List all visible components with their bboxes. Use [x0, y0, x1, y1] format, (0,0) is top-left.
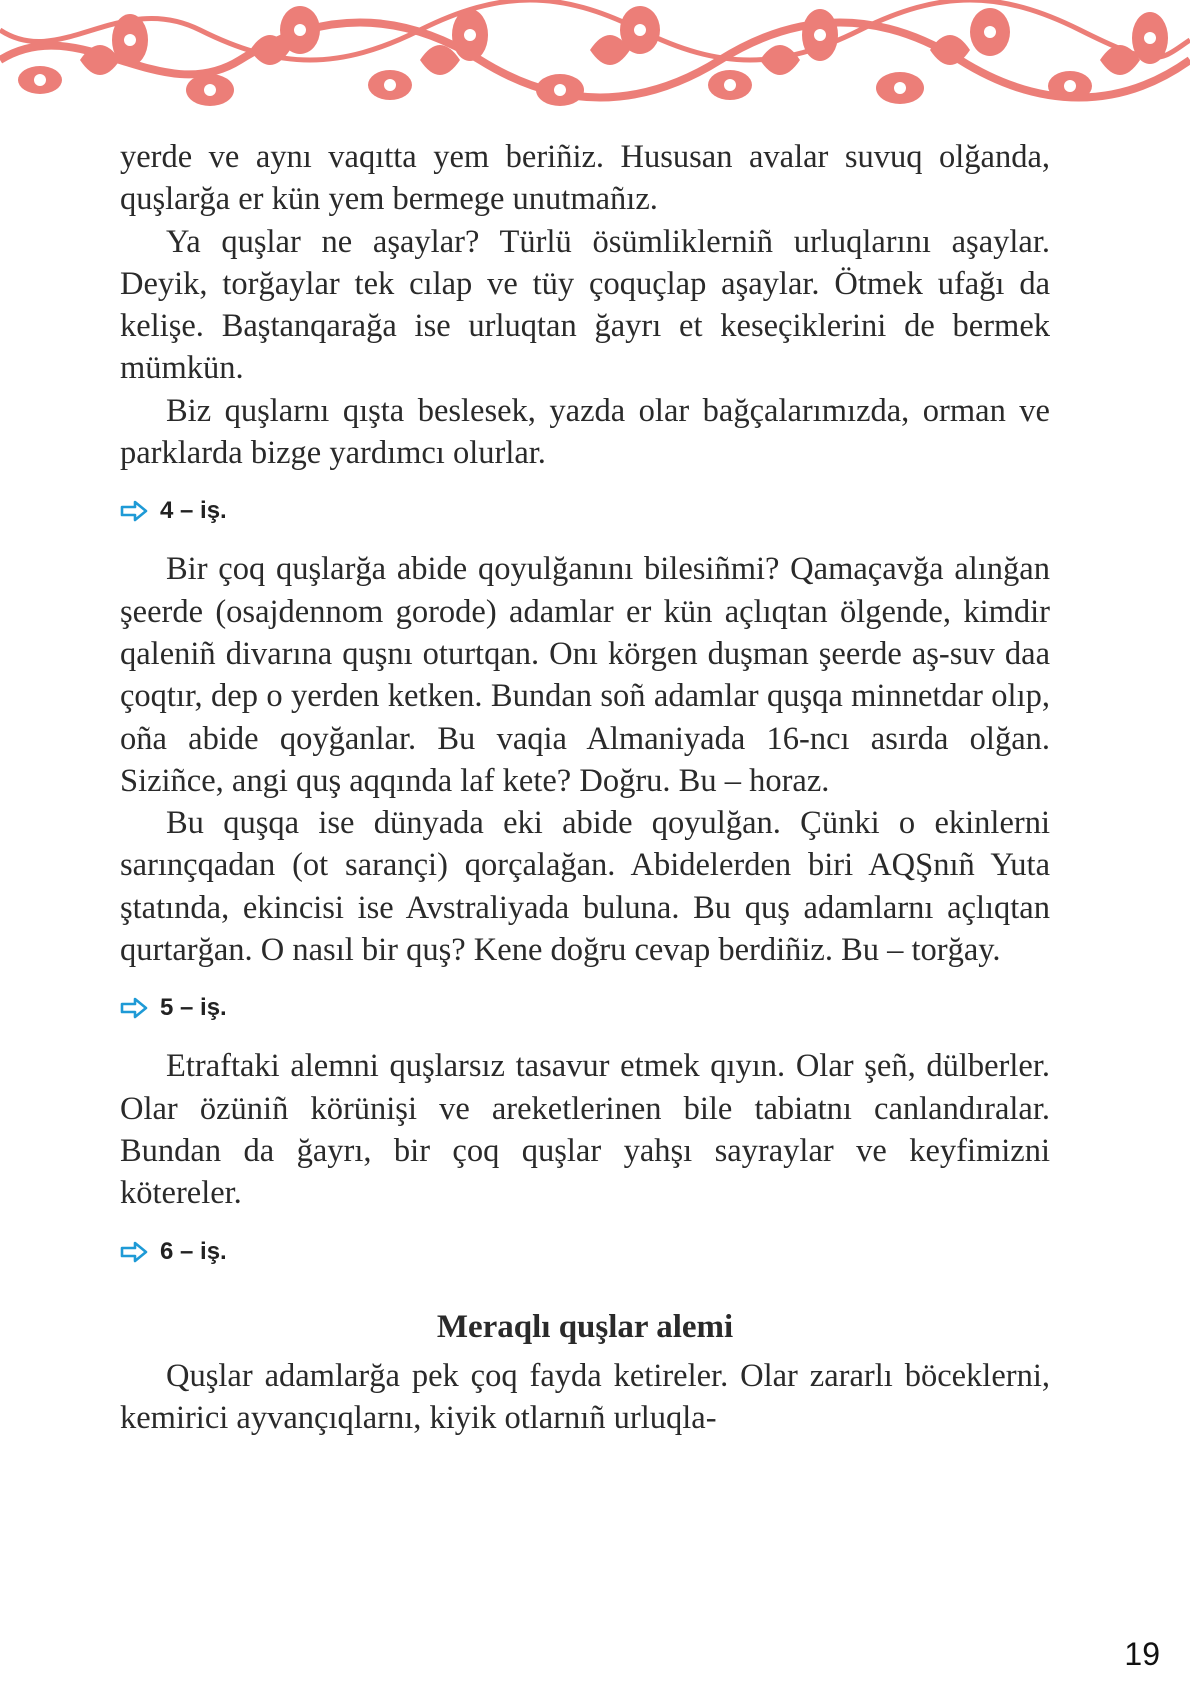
task-4-label — [120, 496, 1050, 526]
task-label-text: 6 – iş. — [160, 1237, 227, 1265]
arrow-right-outline-icon — [120, 997, 148, 1019]
paragraph: Quşlar adamlarğa pek çoq fayda ketireler. Olar zararlı böceklerni, kemirici ayvançıqlarnı, kiyik otlarnıñ urluqla- — [120, 1357, 1050, 1436]
task-5-label — [120, 993, 1050, 1023]
task-label-text: 4 – iş. — [160, 497, 227, 525]
page-content — [120, 136, 1050, 1439]
paragraph: Ya quşlar ne aşaylar? Türlü ösümliklerniñ urluqlarını aşaylar. Deyik, torğaylar tek cılap ve tüy çoquçlap aşaylar. Ötmek ufağı da kelişe. Baştanqarağa ise urluqtan ğayrı et keseçiklerini de bermek mümkün. — [120, 223, 1050, 387]
paragraph: Bu quşqa ise dünyada eki abide qoyulğan. Çünki o ekinlerni sarınçqadan (ot sarançi) qorçalağan. Abidelerden biri AQŞnıñ Yuta ştatında, ekincisi ise Avstraliyada buluna. Bu quş adamlarnı açlıqtan qurtarğan. O nasıl bir quş? Kene doğru cevap berdiñiz. Bu – torğay. — [120, 805, 1050, 969]
paragraph: yerde ve aynı vaqıtta yem beriñiz. Hususan avalar suvuq olğanda, quşlarğa er kün yem bermege unutmañız. — [120, 139, 1050, 218]
paragraph: Etraftaki alemni quşlarsız tasavur etmek qıyın. Olar şeñ, dülberler. Olar özüniñ körünişi ve areketlerinen bile tabiatnı canlandıralar. Bundan da ğayrı, bir çoq quşlar yahşı sayraylar ve keyfimizni kötereler. — [120, 1048, 1050, 1212]
task-label-text: 5 – iş. — [160, 994, 227, 1022]
arrow-right-outline-icon — [120, 1241, 148, 1263]
task-6-label — [120, 1237, 1050, 1267]
page-number: 19 — [1124, 1636, 1160, 1672]
paragraph: Bir çoq quşlarğa abide qoyulğanını bilesiñmi? Qamaçavğa alınğan şeerde (osajdennom gorode) adamlar er kün açlıqtan ölgende, kimdir qaleniñ divarına quşnı oturtqan. Onı körgen duşman şeerde aş-suv daa çoqtır, dep o yerden ketken. Bundan soñ adamlar quşqa minnetdar olıp, oña abide qoyğanlar. Bu vaqia Almaniyada 16-ncı asırda olğan. Siziñce, angi quş aqqında laf kete? Doğru. Bu – horaz. — [120, 551, 1050, 799]
arrow-right-outline-icon — [120, 500, 148, 522]
floral-ornament-header — [0, 0, 1190, 118]
section-title: Meraqlı quşlar alemi — [436, 1308, 734, 1345]
paragraph: Biz quşlarnı qışta beslesek, yazda olar bağçalarımızda, orman ve parklarda bizge yardımcı olurlar. — [120, 392, 1050, 472]
